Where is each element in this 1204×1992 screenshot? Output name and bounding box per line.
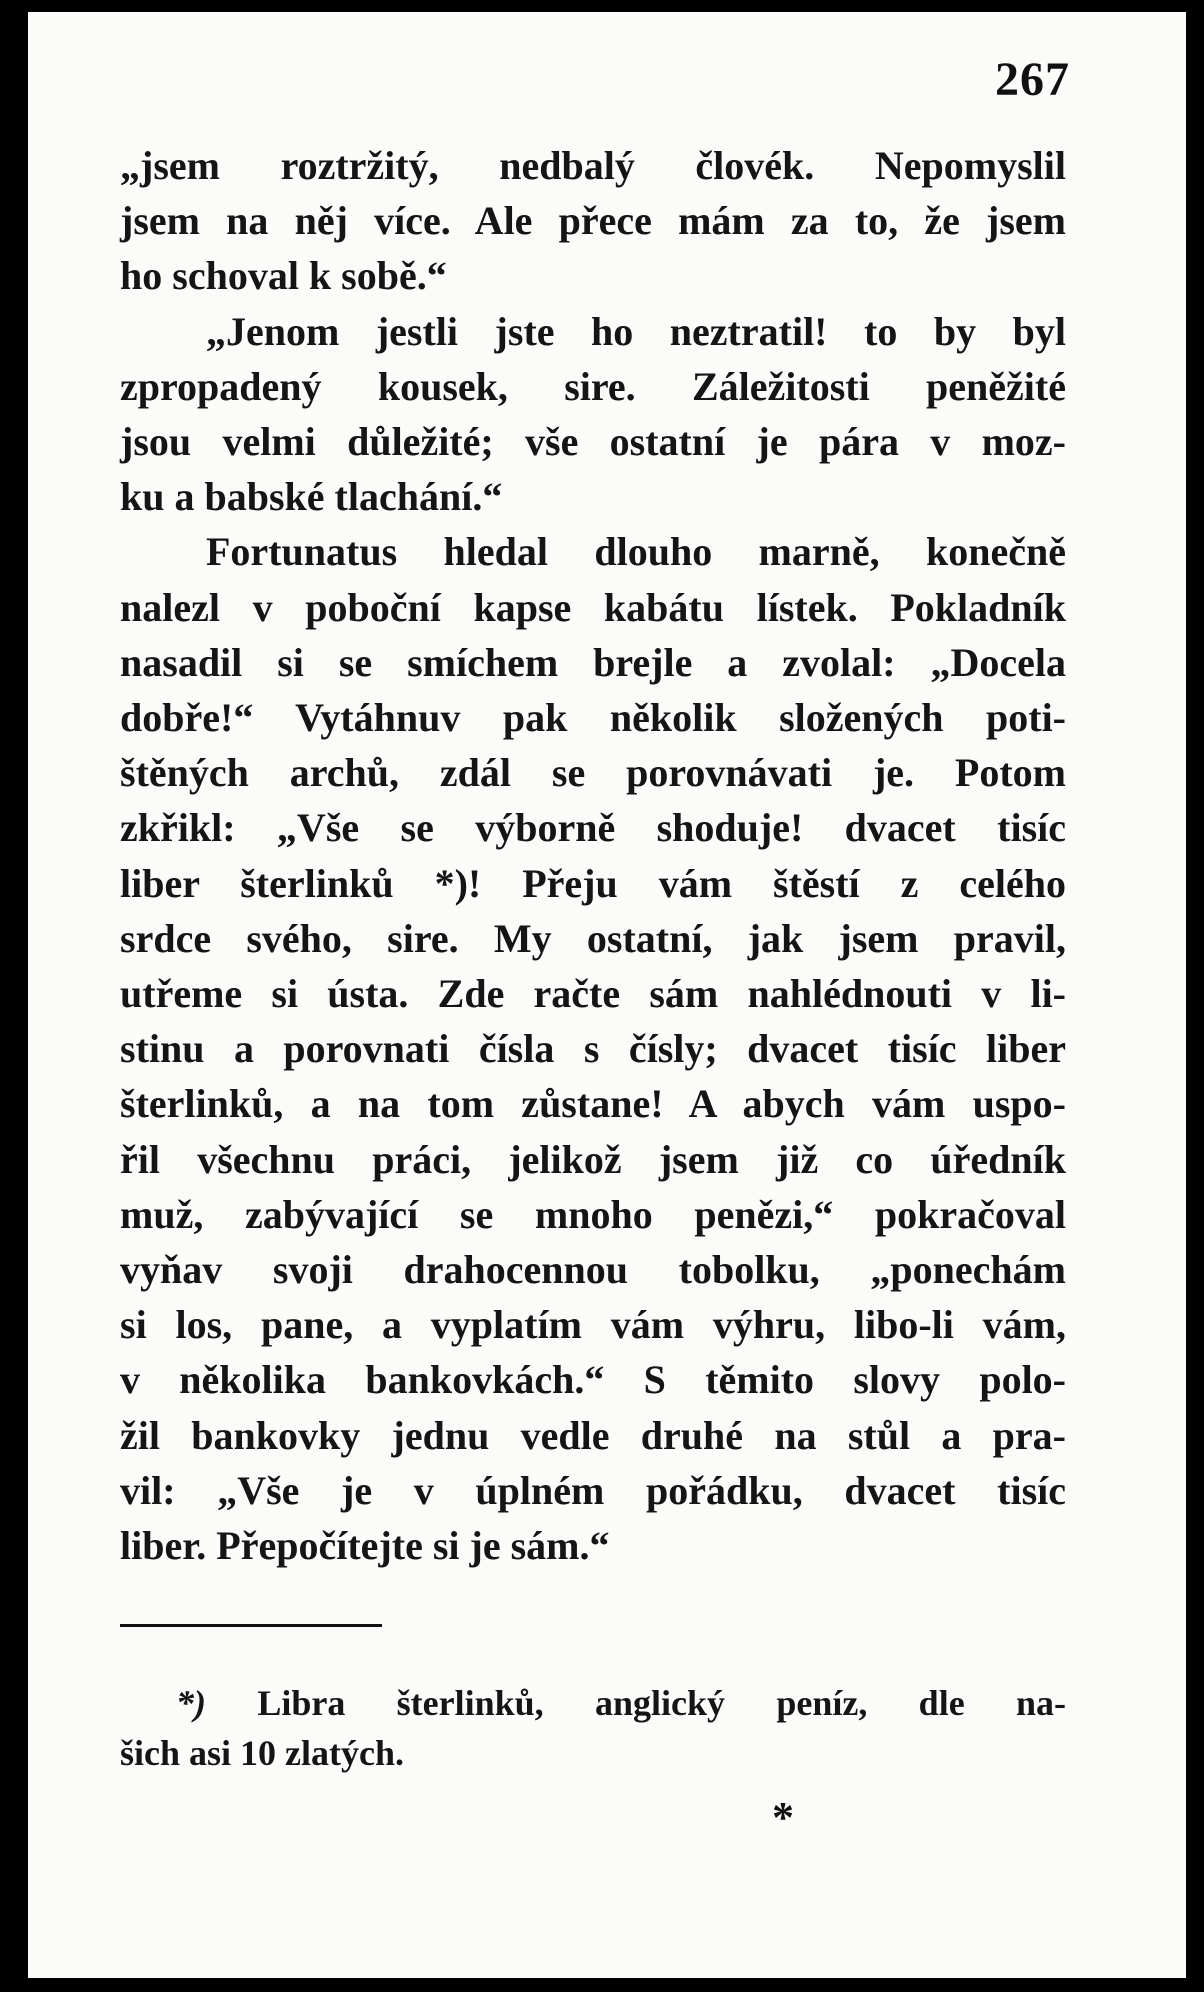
text-line: stinu a porovnati čísla s čísly; dvacet tisíc liber [120,1026,1066,1072]
text-line: vil: „Vše je v úplném pořádku, dvacet tisíc [120,1467,1066,1513]
text-line: liber šterlinků *)! Přeju vám štěstí z celého [120,860,1066,906]
text-line: srdce svého, sire. My ostatní, jak jsem pravil, [120,915,1066,961]
text-line: ho schoval k sobě.“ [120,253,447,299]
footnote [120,1678,1066,1778]
footnote-marker: *) [176,1683,206,1723]
text-line: jsou velmi důležité; vše ostatní je pára v moz- [120,419,1066,465]
signature-asterisk: * [772,1793,794,1842]
text-line: v několika bankovkách.“ S těmito slovy polo- [120,1357,1066,1403]
text-line: vyňav svoji drahocennou tobolku, „ponechám [120,1247,1066,1293]
body-text [120,138,1066,1573]
text-line: muž, zabývající se mnoho penězi,“ pokračoval [120,1191,1066,1237]
text-line: štěných archů, zdál se porovnávati je. Potom [120,750,1066,796]
text-line: utřeme si ústa. Zde račte sám nahlédnouti v li- [120,971,1066,1017]
text-line: řil všechnu práci, jelikož jsem již co úředník [120,1136,1066,1182]
footnote-text: Libra šterlinků, anglický peníz, dle na- [257,1683,1067,1723]
text-line: žil bankovky jednu vedle druhé na stůl a pra- [120,1412,1066,1458]
text-line: zpropadený kousek, sire. Záležitosti peněžité [120,363,1066,409]
footnote-divider [120,1624,382,1627]
footnote-line [120,1678,1066,1728]
text-line: „Jenom jestli jste ho neztratil! to by byl [206,308,1066,354]
text-line: jsem na něj více. Ale přece mám za to, že jsem [120,198,1066,244]
text-line: nasadil si se smíchem brejle a zvolal: „Docela [120,639,1066,685]
text-line: si los, pane, a vyplatím vám výhru, libo-li vám, [120,1302,1066,1348]
text-line: liber. Přepočítejte si je sám.“ [120,1523,610,1569]
text-line: Fortunatus hledal dlouho marně, konečně [206,529,1066,575]
text-line: šterlinků, a na tom zůstane! A abych vám uspo- [120,1081,1066,1127]
text-line: nalezl v poboční kapse kabátu lístek. Pokladník [120,584,1066,630]
text-line: dobře!“ Vytáhnuv pak několik složených poti- [120,695,1066,741]
text-line: ku a babské tlachání.“ [120,474,503,520]
text-line: „jsem roztržitý, nedbalý človék. Nepomyslil [120,143,1066,188]
footnote-line: šich asi 10 zlatých. [120,1733,404,1773]
page-number: 267 [995,53,1070,106]
book-page [28,12,1186,1978]
text-line: zkřikl: „Vše se výborně shoduje! dvacet tisíc [120,805,1066,851]
